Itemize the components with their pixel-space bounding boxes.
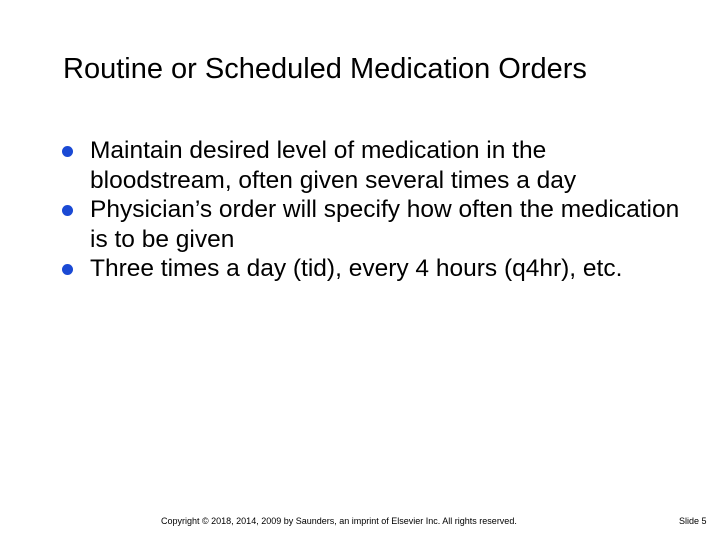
- slide-number: Slide 5: [679, 516, 707, 526]
- slide-title: Routine or Scheduled Medication Orders: [63, 53, 587, 85]
- bullet-text: Maintain desired level of medication in the bloodstream, often given several times a day: [90, 137, 577, 194]
- bullet-item: [62, 254, 682, 284]
- bullet-dot-icon: [62, 205, 73, 216]
- bullet-item: [62, 136, 682, 195]
- bullet-text: Three times a day (tid), every 4 hours (q4hr), etc.: [90, 255, 623, 282]
- bullet-dot-icon: [62, 264, 73, 275]
- bullet-list: [62, 136, 682, 284]
- copyright-notice: Copyright © 2018, 2014, 2009 by Saunders, an imprint of Elsevier Inc. All rights reserved.: [161, 516, 517, 526]
- bullet-text: Physician’s order will specify how often the medication is to be given: [90, 196, 680, 253]
- bullet-item: [62, 195, 682, 254]
- bullet-dot-icon: [62, 146, 73, 157]
